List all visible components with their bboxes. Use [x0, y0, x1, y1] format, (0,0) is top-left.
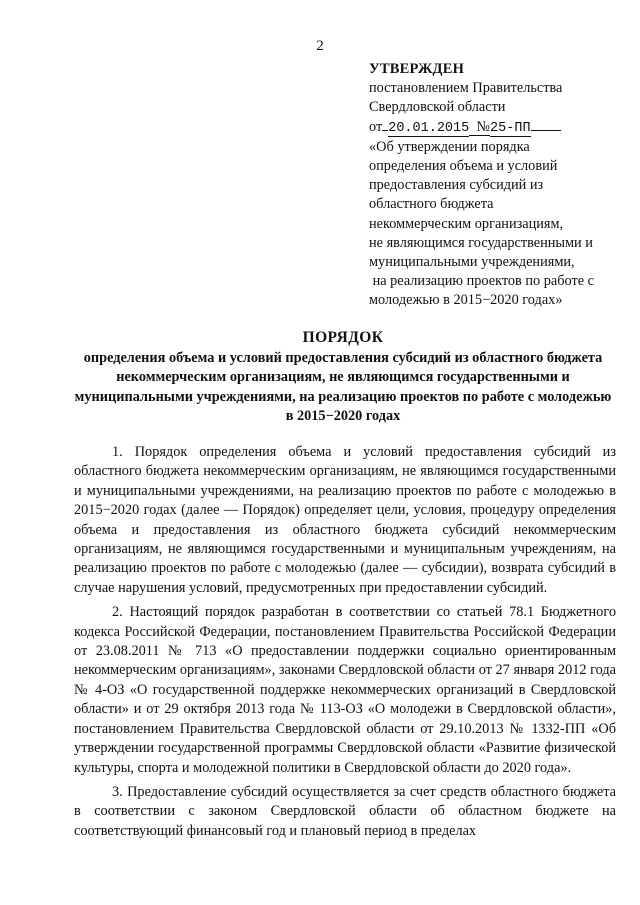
approval-doc-line: предоставления субсидий из [369, 177, 544, 194]
approval-doc-line: «Об утверждении порядка [369, 138, 530, 155]
document-title: ПОРЯДОК [302, 329, 384, 346]
paragraph-3: 3. Предоставление субсидий осуществляется за счет средств областного бюджета в соответствии с законом Свердловской области об областном бюджете на соответствующий финансовый год и плановый период в пределах [74, 783, 616, 839]
approval-date-prefix: от [369, 118, 383, 135]
number-underline-right [531, 118, 561, 131]
document-subtitle: определения объема и условий предоставления субсидий из областного бюджета некоммерческим организациям, не являющимся государственными и муниципальными учреждениями, на реализацию проектов по работе с молодежью в 2015−2020 годах [74, 350, 612, 425]
approval-date: 20.01.2015 [388, 120, 470, 136]
paragraph-1: 1. Порядок определения объема и условий предоставления субсидий из областного бюджета некоммерческим организациям, не являющимся государственными и муниципальными учреждениями, на реализацию проектов по работе с молодежью в 2015−2020 годах (далее — Порядок) определяет цели, условия, процедуру определения объема и предоставления из областного бюджета субсидий некоммерческим организациям, не являющимся государственными и муниципальным учреждениям, на реализацию проектов по работе с молодежью (далее — субсидии), возврата субсидий в случае нарушения условий, предусмотренных при предоставлении субсидий. [74, 444, 616, 596]
page-number: 2 [316, 38, 324, 54]
document-body [74, 443, 616, 846]
approval-stamp-block [369, 60, 631, 311]
approval-number: 25-ПП [490, 120, 531, 136]
approval-doc-line: областного бюджета [369, 196, 494, 213]
approval-doc-line: не являющимся государственными и [369, 234, 593, 251]
document-title-block [70, 327, 616, 427]
approval-doc-line: молодежью в 2015−2020 годах» [369, 292, 563, 309]
approval-number-prefix: № [476, 118, 491, 135]
approval-doc-line: некоммерческим организациям, [369, 215, 564, 232]
approval-doc-line: на реализацию проектов по работе с [369, 273, 594, 290]
approval-date-line [369, 118, 631, 138]
approval-line-2: Свердловской области [369, 99, 506, 116]
approval-heading: УТВЕРЖДЕН [369, 61, 465, 77]
paragraph-2: 2. Настоящий порядок разработан в соответствии со статьей 78.1 Бюджетного кодекса Российской Федерации, постановлением Правительства Российской Федерации от 23.08.2011 № 713 «О предоставлении поддержки социально ориентированным некоммерческим организациям», законами Свердловской области от 27 января 2012 года № 4-ОЗ «О государственной поддержке некоммерческих организаций в Свердловской области» и от 29 октября 2013 года № 113-ОЗ «О молодежи в Свердловской области», постановлением Правительства Свердловской области от 29.10.2013 № 1332-ПП «Об утверждении государственной программы Свердловской области «Развитие физической культуры, спорта и молодежной политики в Свердловской области до 2020 года». [74, 604, 616, 776]
approval-doc-line: муниципальными учреждениями, [369, 254, 575, 271]
approval-line-1: постановлением Правительства [369, 80, 563, 97]
approval-doc-line: определения объема и условий [369, 158, 558, 175]
